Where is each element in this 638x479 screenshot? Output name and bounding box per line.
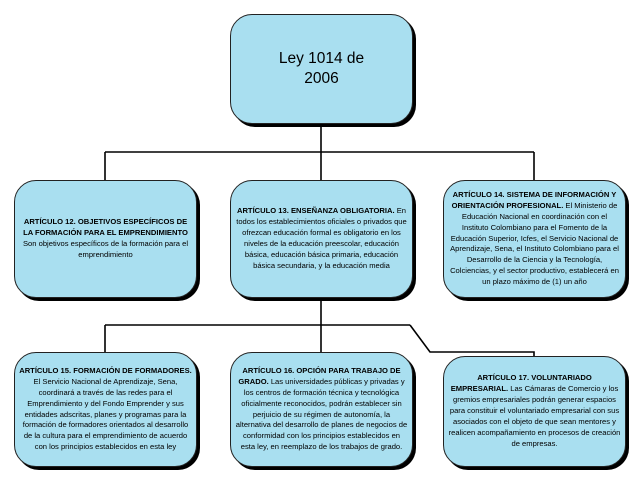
node-body: Son objetivos específicos de la formación para el emprendimiento [22, 239, 189, 259]
node-body: En todos los establecimientos oficiales o privados que ofrezcan educación formal es obligatorio en los niveles de la educación preescolar, educación básica, educación básica primaria, educación básica secundaria, y la educación media [236, 206, 407, 270]
node-articulo-17 [443, 356, 626, 467]
connector-to-art17 [410, 325, 534, 356]
node-heading: ARTÍCULO 15. FORMACIÓN DE FORMADORES. [19, 365, 192, 375]
root-node [230, 14, 413, 124]
node-body: El Ministerio de Educación Nacional en coordinación con el Instituto Colombiano para el Fomento de la Educación Superior, Icfes, el Servicio Nacional de Aprendizaje, Sena, el Instituto Colombiano para el Desarrollo de la Ciencia y la Tecnología, Colciencias, y el sector productivo, establecerá en un plazo máximo de (1) un año [450, 200, 619, 287]
node-articulo-14 [443, 180, 626, 298]
node-heading: ARTÍCULO 14. SISTEMA DE INFORMACIÓN Y ORIENTACIÓN PROFESIONAL. [451, 189, 617, 210]
node-heading: ARTÍCULO 12. OBJETIVOS ESPECÍFICOS DE LA FORMACIÓN PARA EL EMPRENDIMIENTO [23, 217, 188, 238]
node-articulo-15 [14, 352, 197, 467]
node-heading: ARTÍCULO 13. ENSEÑANZA OBLIGATORIA. [236, 206, 395, 216]
root-title: Ley 1014 de 2006 [278, 50, 365, 87]
node-body: Las Cámaras de Comercio y los gremios empresariales podrán generar espacios para constituir el voluntariado empresarial con sus asociados con el objeto de que sean mentores y realicen acompañamiento en procesos de creación de empresas. [448, 384, 621, 448]
node-body: El Servicio Nacional de Aprendizaje, Sena, coordinará a través de las redes para el Emprendimiento y del Fondo Emprender y sus entidades adscritas, planes y programas para la formación de formadores orientados al desarrollo de la cultura para el emprendimiento de acuerdo con los principios establecidos en esta ley [22, 376, 189, 452]
node-articulo-13 [230, 180, 413, 298]
node-body: Las universidades públicas y privadas y los centros de formación técnica y tecnológica oficialmente reconocidos, podrán establecer sin perjuicio de su régimen de autonomía, la alternativa del desarrollo de planes de negocios de conformidad con los principios establecidos en esta ley, en reemplazo de los trabajos de grado. [235, 376, 408, 452]
node-articulo-12 [14, 180, 197, 298]
node-heading: ARTÍCULO 17. VOLUNTARIADO EMPRESARIAL. [450, 373, 592, 394]
node-heading: ARTÍCULO 16. OPCIÓN PARA TRABAJO DE GRADO. [238, 365, 401, 386]
node-articulo-16 [230, 352, 413, 467]
